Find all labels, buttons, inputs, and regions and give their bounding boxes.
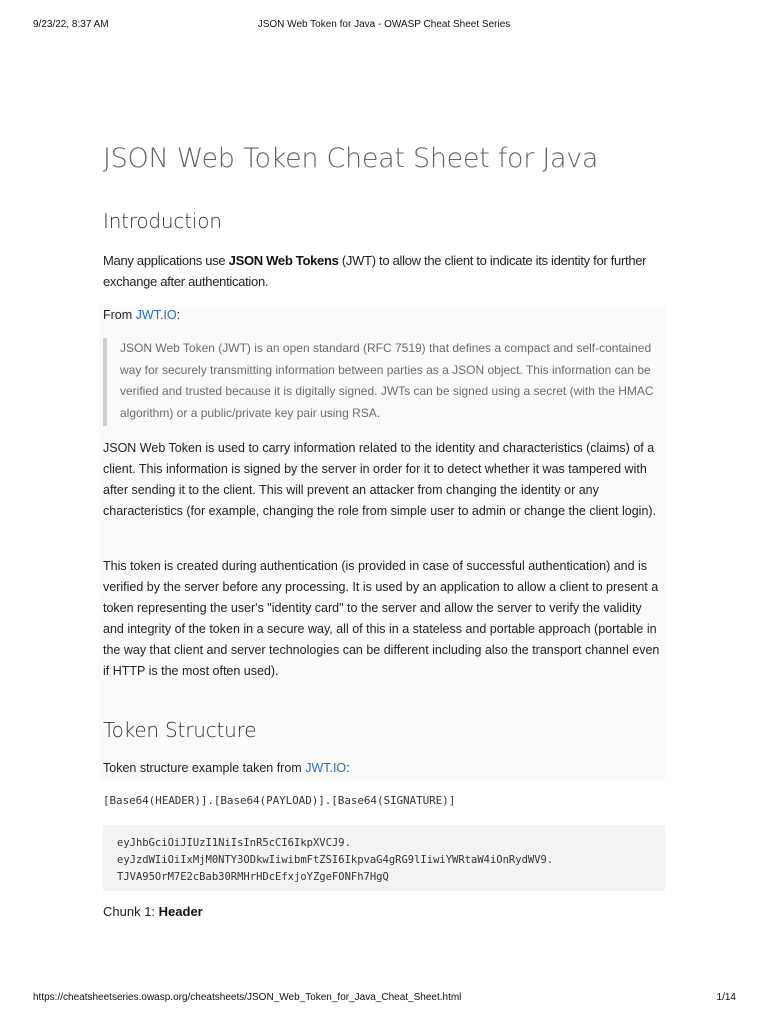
blockquote: JSON Web Token (JWT) is an open standard (RFC 7519) that defines a compact and self-contained way for securely transmitting information between parties as a JSON object. This information can be verified and trusted because it is digitally signed. JWTs can be signed using a secret (with the HMAC algorithm) or a public/private key pair using RSA. [103,338,663,426]
print-footer [0,992,768,1012]
paragraph-token-creation: This token is created during authentication (is provided in case of successful authentication) and is verified by the server before any processing. It is used by an application to allow a client to present a token representing the user's "identity card" to the server and allow the server to verify the validity and integrity of the token in a secure way, all of this in a stateless and portable approach (portable in the way that client and server technologies can be different including also the transport channel even if HTTP is the most often used). [103,559,660,678]
section-heading-introduction: Introduction [103,209,222,233]
page-title: JSON Web Token Cheat Sheet for Java [103,143,599,174]
page-number: 1/14 [716,992,736,1003]
chunk-heading: Chunk 1: Header [103,904,203,919]
jwt-io-link-2[interactable]: JWT.IO [305,761,347,775]
structure-intro: Token structure example taken from JWT.IO: [103,761,350,775]
structure-code: [Base64(HEADER)].[Base64(PAYLOAD)].[Base64(SIGNATURE)] [103,794,456,807]
print-header [0,0,768,40]
jwt-bold-term: JSON Web Tokens [228,253,339,268]
print-title: JSON Web Token for Java - OWASP Cheat Sheet Series [257,19,511,30]
intro-paragraph: Many applications use JSON Web Tokens (JWT) to allow the client to indicate its identity for further exchange after authentication. [103,253,647,289]
token-example-code-block: eyJhbGciOiJIUzI1NiIsInR5cCI6IkpXVCJ9. eyJzdWIiOiIxMjM0NTY3ODkwIiwibmFtZSI6IkpvaG4gRG9lIiwiYWRtaW4iOnRydWV9. TJVA95OrM7E2cBab30RMHrHDcEfxjoYZgeFONFh7HgQ [103,825,665,891]
paragraph-jwt-usage: JSON Web Token is used to carry information related to the identity and characteristics (claims) of a client. This information is signed by the server in order for it to detect whether it was tampered with after sending it to the client. This will prevent an attacker from changing the identity or any characteristics (for example, changing the role from simple user to admin or change the client login). [103,441,657,518]
print-date: 9/23/22, 8:37 AM [33,19,109,30]
from-line: From JWT.IO: [103,308,181,322]
jwt-io-link[interactable]: JWT.IO [135,308,177,322]
section-heading-token-structure: Token Structure [103,718,257,742]
print-url: https://cheatsheetseries.owasp.org/cheatsheets/JSON_Web_Token_for_Java_Cheat_Sheet.html [33,992,462,1003]
